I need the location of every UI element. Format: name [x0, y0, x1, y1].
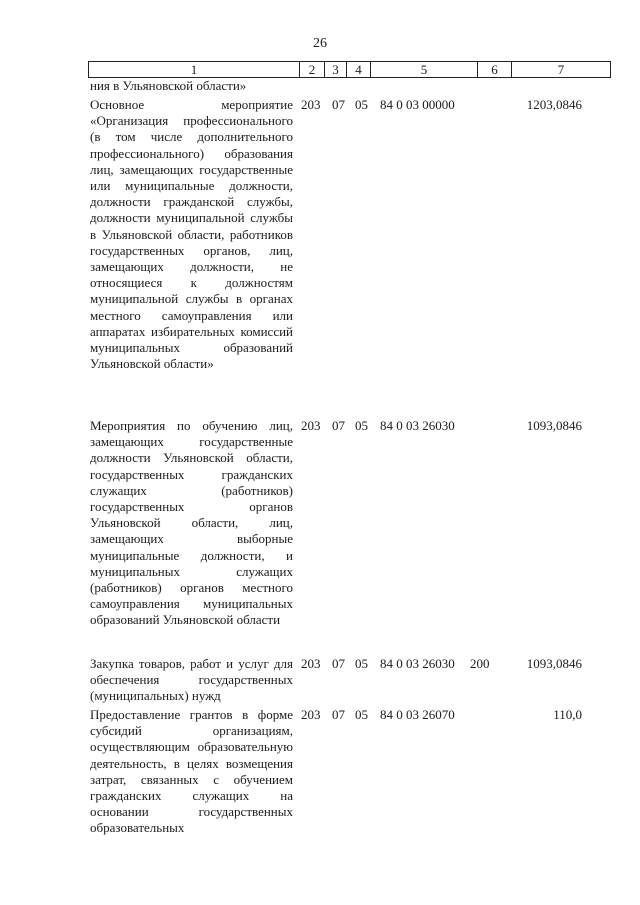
- row-col-6: 200: [470, 656, 490, 671]
- row-col-3: 07: [332, 656, 345, 671]
- header-col-4: 4: [346, 62, 370, 77]
- header-col-7: 7: [511, 62, 610, 77]
- row-col-5: 84 0 03 26030: [380, 418, 455, 433]
- continuation-text: ния в Ульяновской области»: [90, 78, 247, 93]
- row-col-4: 05: [355, 97, 368, 112]
- row-col-7: 1203,0846: [526, 97, 582, 112]
- header-col-2: 2: [299, 62, 324, 77]
- row-name: Мероприятия по обучению лиц, замещающих государственные должности Ульяновской области, государственных гражданских служащих (работников) государственных органов Ульяновской области, лиц, замещающих выборные муниципальные должности, и муниципальных служащих (работников) органов местного самоуправления муниципальных образований Ульяновской области: [90, 418, 293, 628]
- page-number: 26: [313, 36, 327, 51]
- table-header-row: [88, 61, 611, 78]
- row-name: Закупка товаров, работ и услуг для обеспечения государственных (муниципальных) нужд: [90, 656, 293, 704]
- header-col-6: 6: [477, 62, 511, 77]
- row-col-2: 203: [301, 418, 321, 433]
- row-col-3: 07: [332, 418, 345, 433]
- row-col-3: 07: [332, 707, 345, 722]
- row-col-4: 05: [355, 707, 368, 722]
- row-col-3: 07: [332, 97, 345, 112]
- row-col-5: 84 0 03 26070: [380, 707, 455, 722]
- row-name: Основное мероприятие «Организация профессионального (в том числе дополнительного профессионального) образования лиц, замещающих государственные или муниципальные должности, должности гражданской службы, должности муниципальной службы в Ульяновской области, работников государственных органов, лиц, замещающих должности, не относящиеся к должностям муниципальной службы в органах местного самоуправления или аппаратах избирательных комиссий муниципальных образований Ульяновской области»: [90, 97, 293, 372]
- header-col-3: 3: [324, 62, 346, 77]
- row-name: Предоставление грантов в форме субсидий организациям, осуществляющим образовательную деятельность, в целях возмещения затрат, связанных с обучением гражданских служащих на основании государственных образовательных: [90, 707, 293, 836]
- row-col-2: 203: [301, 97, 321, 112]
- header-col-1: 1: [190, 62, 198, 77]
- row-col-7: 1093,0846: [526, 418, 582, 433]
- row-col-4: 05: [355, 418, 368, 433]
- row-col-4: 05: [355, 656, 368, 671]
- row-col-7: 1093,0846: [526, 656, 582, 671]
- row-col-5: 84 0 03 26030: [380, 656, 455, 671]
- row-col-5: 84 0 03 00000: [380, 97, 455, 112]
- row-col-2: 203: [301, 656, 321, 671]
- row-col-7: 110,0: [553, 707, 582, 722]
- header-col-5: 5: [370, 62, 477, 77]
- row-col-2: 203: [301, 707, 321, 722]
